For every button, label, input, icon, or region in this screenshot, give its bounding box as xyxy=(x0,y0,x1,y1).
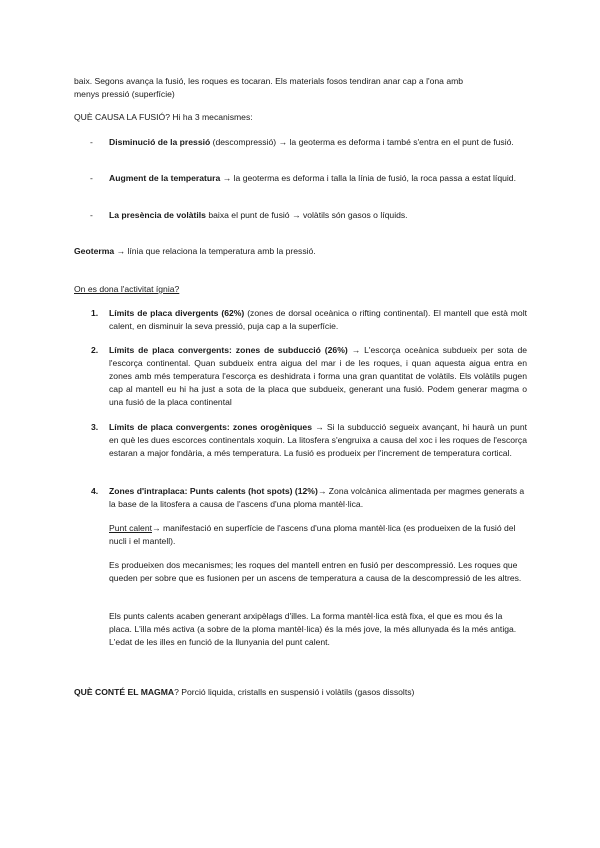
activity-description: → L'escorça oceànica subdueix per sota de l'escorça continental. Quan subdueix entra aigua del mar i de les roques, i quan aquesta aigua entra en zones amb més temperatura l'escorça es deshidrata i forma una gran quantitat de volàtils. Els volàtils pugen cap al mantell eu hi ha just a sota de la placa que subdueix, generant una fusió. Podem generar magma o una fusió de la placa continental xyxy=(109,345,527,407)
causes-heading-tail: Hi ha 3 mecanismes: xyxy=(170,112,253,122)
activity-item xyxy=(91,421,527,460)
geoterma-definition xyxy=(74,245,534,258)
activity-description: → Zona volcànica alimentada per magmes generats a la base de la litosfera a causa de l'ascens d'una ploma mantèl·lica. xyxy=(109,486,525,509)
item-number: 1. xyxy=(91,308,99,318)
activity-text xyxy=(109,344,527,409)
cause-item xyxy=(90,172,530,185)
cause-description: baixa el punt de fusió → volàtils són gasos o líquids. xyxy=(205,210,408,220)
intro-line-2: menys pressió (superfície) xyxy=(74,89,175,99)
hotspot-term: Punt calent xyxy=(109,523,152,533)
activity-title: Zones d'intraplaca: Punts calents (hot spots) (12%) xyxy=(109,486,318,496)
cause-title: Disminució de la pressió xyxy=(109,137,211,147)
cause-description: (descompressió) → la geoterma es deforma i també s'entra en el punt de fusió. xyxy=(210,137,514,147)
item-number: 4. xyxy=(91,486,99,496)
activity-item xyxy=(91,344,527,409)
activity-text xyxy=(109,421,527,460)
hotspot-definition xyxy=(109,522,527,548)
hotspot-mechanisms: Es produeixen dos mecanismes; les roques del mantell entren en fusió per descompressió. Les roques que queden per sobre que es fusionen per un ascens de temperatura a causa de la descompressió de les altres. xyxy=(109,560,522,583)
activity-text xyxy=(109,307,527,333)
cause-title: Augment de la temperatura xyxy=(109,173,221,183)
magma-line xyxy=(74,686,544,699)
cause-description: → la geoterma es deforma i talla la línia de fusió, la roca passa a estat líquid. xyxy=(220,173,516,183)
bullet-dash: - xyxy=(90,137,93,147)
geoterma-text: → línia que relaciona la temperatura amb la pressió. xyxy=(114,246,316,256)
cause-title: La presència de volàtils xyxy=(109,210,206,220)
magma-text: ? Porció liquida, cristalls en suspensió i volàtils (gasos dissolts) xyxy=(174,687,415,697)
hotspot-archipelagos: Els punts calents acaben generant arxipèlags d'illes. La forma mantèl·lica està fixa, el que es mou és la placa. L'illa més activa (a sobre de la ploma mantèl·lica) és la més jove, la més allunyada és la més antiga. L'edat de les illes en funció de la llunyania del punt calent. xyxy=(109,611,517,647)
activity-text xyxy=(109,485,527,511)
causes-heading-title: QUÈ CAUSA LA FUSIÓ? xyxy=(74,112,170,122)
causes-heading xyxy=(74,111,534,124)
hotspot-text: → manifestació en superfície de l'ascens d'una ploma mantèl·lica (es produeixen de la fusió del nucli i el mantell). xyxy=(109,523,516,546)
activity-item xyxy=(91,485,527,511)
cause-item xyxy=(90,136,530,149)
activity-title: Límits de placa divergents (62%) xyxy=(109,308,245,318)
intro-line-1: baix. Segons avança la fusió, les roques es tocaran. Els materials fosos tendiran anar cap a l'ona amb xyxy=(74,76,464,86)
activity-title: Límits de placa convergents: zones de subducció (26%) xyxy=(109,345,348,355)
item-number: 2. xyxy=(91,345,99,355)
item-number: 3. xyxy=(91,422,99,432)
bullet-dash: - xyxy=(90,173,93,183)
activity-title: Límits de placa convergents: zones orogèniques xyxy=(109,422,312,432)
geoterma-term: Geoterma xyxy=(74,246,115,256)
cause-item xyxy=(90,209,530,222)
magma-heading: QUÈ CONTÉ EL MAGMA xyxy=(74,687,175,697)
activity-description: → Si la subducció segueix avançant, hi haurà un punt en què les dues escorces continentals xoquin. La litosfera s'engruixa a causa del xoc i les roques de l'escorça estaran a major fondària, a més temperatura. La fusió es produeix per l'increment de temperatura cortical. xyxy=(109,422,527,458)
cause-text xyxy=(109,172,530,185)
cause-text xyxy=(109,209,530,222)
activity-heading: On es dona l'activitat ígnia? xyxy=(74,284,180,294)
bullet-dash: - xyxy=(90,210,93,220)
activity-description: (zones de dorsal oceànica o rifting continental). El mantell que està molt calent, en disminuir la seva pressió, puja cap a la superfície. xyxy=(109,308,527,331)
cause-text xyxy=(109,136,530,149)
activity-item xyxy=(91,307,527,333)
